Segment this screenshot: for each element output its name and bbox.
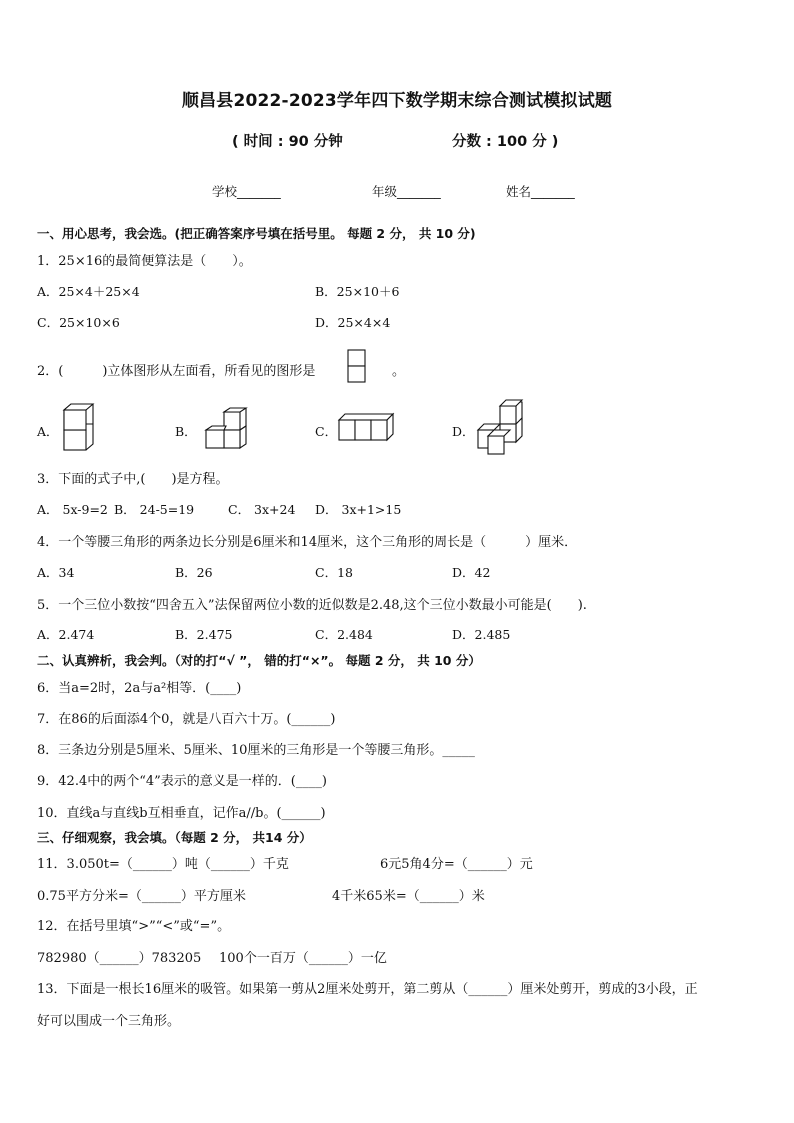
question-13-line-2: 好可以围成一个三角形。	[37, 1014, 181, 1029]
question-12-part-2: 100个一百万（______）一亿	[219, 951, 387, 966]
q3-option-d: D． 3x+1>15	[315, 502, 402, 517]
section-1-heading: 一、用心思考，我会选。(把正确答案序号填在括号里。 每题 2 分， 共 10 分)	[37, 226, 476, 241]
question-12: 12．在括号里填“>”“<”或“=”。	[37, 919, 231, 934]
q2-option-c: C．	[315, 424, 338, 439]
question-13-line-1: 13．下面是一根长16厘米的吸管。如果第一剪从2厘米处剪开，第二剪从（______）厘米处剪开，剪成的3小段，正	[37, 982, 698, 997]
time-limit: ( 时间 : 90 分钟	[232, 134, 343, 150]
left-view-shape	[347, 349, 367, 385]
q2-option-d-cubes	[476, 400, 526, 458]
school-field: 学校_______	[212, 184, 281, 199]
q4-option-b: B．26	[175, 565, 213, 580]
q4-option-c: C．18	[315, 565, 353, 580]
question-4: 4．一个等腰三角形的两条边长分别是6厘米和14厘米，这个三角形的周长是（ ）厘米．	[37, 535, 578, 550]
question-1: 1．25×16的最简便算法是（ ）。	[37, 254, 252, 269]
question-6: 6．当a=2时，2a与a²相等．(____)	[37, 681, 242, 696]
q2-option-a: A．	[37, 424, 59, 439]
question-5: 5．一个三位小数按“四舍五入”法保留两位小数的近似数是2.48,这个三位小数最小可能是( ).	[37, 598, 587, 613]
q2-option-d: D．	[452, 424, 475, 439]
question-10: 10．直线a与直线b互相垂直，记作a//b。(______)	[37, 806, 326, 821]
q1-option-a: A．25×4＋25×4	[37, 284, 140, 299]
q3-option-c: C． 3x+24	[228, 502, 296, 517]
grade-field: 年级_______	[372, 184, 441, 199]
q4-option-a: A．34	[37, 565, 75, 580]
name-field: 姓名_______	[506, 184, 575, 199]
question-12-part-1: 782980（______）783205	[37, 951, 202, 966]
q5-option-c: C．2.484	[315, 627, 373, 642]
question-7: 7．在86的后面添4个0，就是八百六十万。(______)	[37, 712, 336, 727]
question-2-end: 。	[392, 364, 406, 379]
q2-option-b-cubes	[202, 408, 250, 454]
question-8: 8．三条边分别是5厘米、5厘米、10厘米的三角形是一个等腰三角形。_____	[37, 743, 475, 758]
q2-option-b: B．	[175, 424, 197, 439]
section-3-heading: 三、仔细观察，我会填。（每题 2 分， 共14 分）	[37, 830, 312, 845]
q5-option-a: A．2.474	[37, 627, 95, 642]
question-11-part-1: 11．3.050t=（______）吨（______）千克	[37, 857, 289, 872]
q1-option-d: D．25×4×4	[315, 315, 391, 330]
section-2-heading: 二、认真辨析，我会判。（对的打“√ ”， 错的打“×”。 每题 2 分， 共 10 分）	[37, 653, 481, 668]
total-score: 分数 : 100 分 )	[452, 134, 559, 150]
question-11-part-2: 6元5角4分=（______）元	[380, 857, 533, 872]
q4-option-d: D．42	[452, 565, 491, 580]
q5-option-d: D．2.485	[452, 627, 511, 642]
q3-option-b: B． 24-5=19	[114, 502, 195, 517]
q1-option-c: C．25×10×6	[37, 315, 120, 330]
q2-option-c-cubes	[337, 412, 399, 444]
q3-option-a: A． 5x-9=2	[37, 502, 108, 517]
q5-option-b: B．2.475	[175, 627, 233, 642]
q2-option-a-cubes	[62, 404, 98, 452]
question-11-part-3: 0.75平方分米=（______）平方厘米	[37, 889, 246, 904]
question-2: 2．( )立体图形从左面看，所看见的图形是	[37, 364, 316, 379]
question-9: 9．42.4中的两个“4”表示的意义是一样的．(____)	[37, 774, 327, 789]
question-11-part-4: 4千米65米=（______）米	[332, 889, 485, 904]
page-title: 顺昌县2022-2023学年四下数学期末综合测试模拟试题	[181, 91, 613, 111]
q1-option-b: B．25×10＋6	[315, 284, 400, 299]
question-3: 3．下面的式子中,( )是方程。	[37, 472, 229, 487]
